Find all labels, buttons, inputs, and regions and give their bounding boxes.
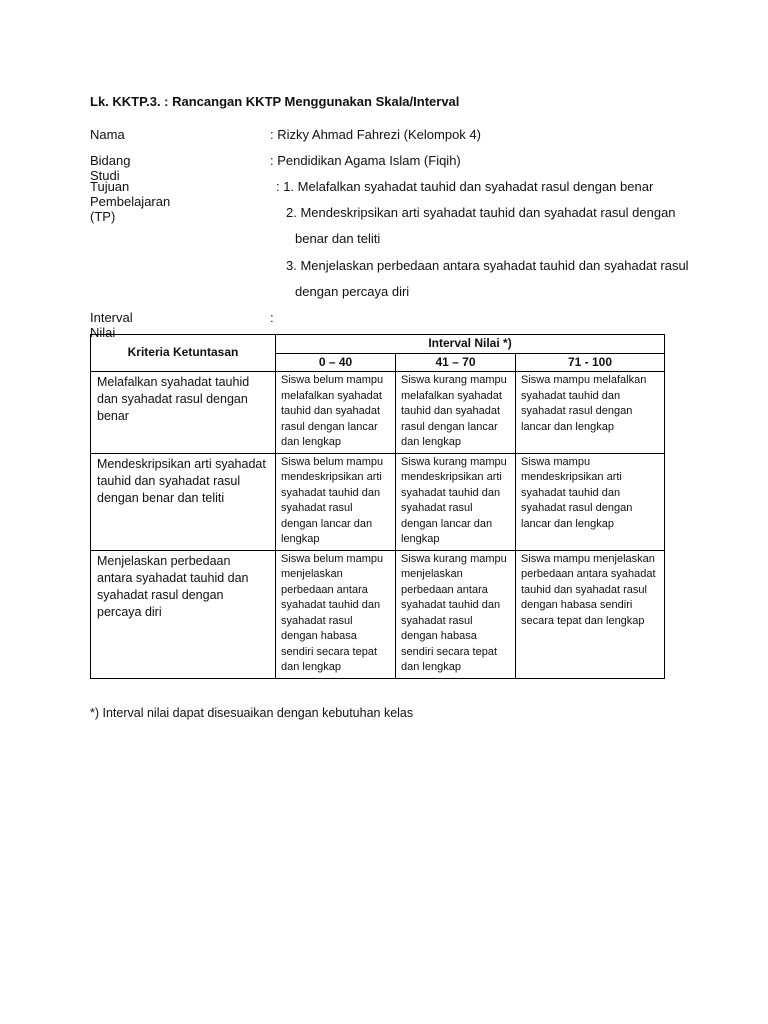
table-cell: Siswa belum mampu menjelaskan perbedaan antara syahadat tauhid dan syahadat rasul dengan habasa sendiri secara tepat dan lengkap — [276, 550, 396, 678]
nama-value: : Rizky Ahmad Fahrezi (Kelompok 4) — [270, 127, 481, 142]
table-cell: Siswa mampu mendeskripsikan arti syahadat tauhid dan syahadat rasul dengan lancar dan lengkap — [516, 453, 665, 550]
range-header: 0 – 40 — [276, 353, 396, 372]
table-row — [91, 550, 665, 678]
tujuan-item-3: 3. Menjelaskan perbedaan antara syahadat tauhid dan syahadat rasul — [286, 258, 689, 273]
table-cell: Siswa mampu melafalkan syahadat tauhid dan syahadat rasul dengan lancar dan lengkap — [516, 372, 665, 454]
table-cell: Siswa mampu menjelaskan perbedaan antara syahadat tauhid dan syahadat rasul dengan habasa sendiri secara tepat dan lengkap — [516, 550, 665, 678]
table-row — [91, 372, 665, 454]
criteria-cell: Mendeskripsikan arti syahadat tauhid dan syahadat rasul dengan benar dan teliti — [91, 453, 276, 550]
criteria-cell: Melafalkan syahadat tauhid dan syahadat rasul dengan benar — [91, 372, 276, 454]
tujuan-label: Tujuan Pembelajaran (TP) — [90, 179, 171, 224]
table-cell: Siswa belum mampu melafalkan syahadat tauhid dan syahadat rasul dengan lancar dan lengkap — [276, 372, 396, 454]
table-cell: Siswa kurang mampu menjelaskan perbedaan antara syahadat tauhid dan syahadat rasul dengan habasa sendiri secara tepat dan lengkap — [396, 550, 516, 678]
criteria-cell: Menjelaskan perbedaan antara syahadat tauhid dan syahadat rasul dengan percaya diri — [91, 550, 276, 678]
tujuan-item-3-cont: dengan percaya diri — [295, 284, 410, 299]
table-cell: Siswa kurang mampu mendeskripsikan arti syahadat tauhid dan syahadat rasul dengan lancar dan lengkap — [396, 453, 516, 550]
table-header-row — [91, 335, 665, 354]
range-header: 41 – 70 — [396, 353, 516, 372]
interval-header: Interval Nilai *) — [276, 335, 665, 354]
tujuan-item-2: 2. Mendeskripsikan arti syahadat tauhid dan syahadat rasul dengan — [286, 205, 676, 220]
table-cell: Siswa kurang mampu melafalkan syahadat tauhid dan syahadat rasul dengan lancar dan lengkap — [396, 372, 516, 454]
table-cell: Siswa belum mampu mendeskripsikan arti syahadat tauhid dan syahadat rasul dengan lancar dan lengkap — [276, 453, 396, 550]
range-header: 71 - 100 — [516, 353, 665, 372]
criteria-header: Kriteria Ketuntasan — [91, 335, 276, 372]
interval-label: Interval Nilai — [90, 310, 133, 340]
table-row — [91, 453, 665, 550]
nama-label: Nama — [90, 127, 125, 142]
footnote: *) Interval nilai dapat disesuaikan dengan kebutuhan kelas — [90, 706, 414, 720]
interval-colon: : — [270, 310, 274, 325]
document-title: Lk. KKTP.3. : Rancangan KKTP Menggunakan Skala/Interval — [90, 94, 460, 109]
tujuan-item-1: : 1. Melafalkan syahadat tauhid dan syahadat rasul dengan benar — [276, 179, 654, 194]
bidang-label: Bidang Studi — [90, 153, 131, 183]
bidang-value: : Pendidikan Agama Islam (Fiqih) — [270, 153, 461, 168]
kktp-table — [90, 334, 665, 679]
tujuan-item-2-cont: benar dan teliti — [295, 231, 381, 246]
